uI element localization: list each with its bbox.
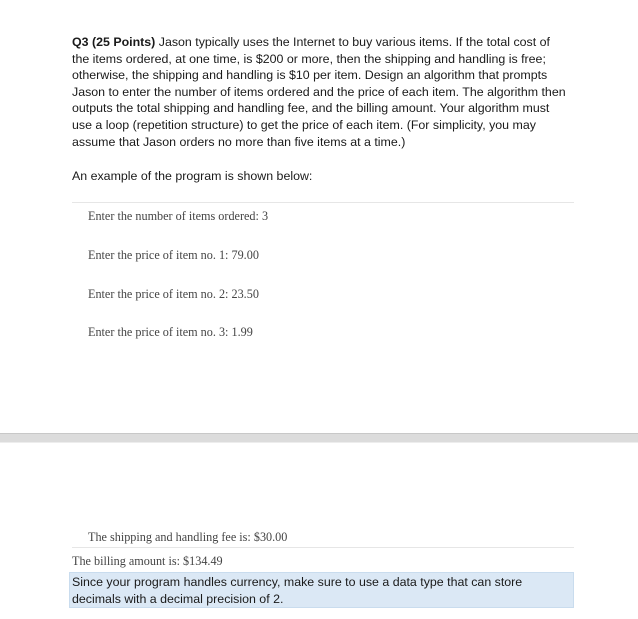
question-label: Q3 (25 Points): [72, 35, 156, 49]
output-separator-rule: [72, 547, 574, 548]
page-break-divider: [0, 433, 638, 443]
question-paragraph: [72, 34, 566, 150]
sample-line-items-count: Enter the number of items ordered: 3: [88, 209, 269, 223]
sample-output-rule: [72, 202, 574, 203]
currency-note: Since your program handles currency, make sure to use a data type that can store decimals with a decimal precision of 2.: [72, 575, 523, 606]
sample-line-price-2: Enter the price of item no. 2: 23.50: [88, 287, 259, 301]
question-text: Jason typically uses the Internet to buy various items. If the total cost of the items ordered, at one time, is $200 or more, then the shipping and handling is free; otherwise, the shipping and handling is $10 per item. Design an algorithm that prompts Jason to enter the number of items ordered and the price of each item. The algorithm then outputs the total shipping and handling fee, and the billing amount. Your algorithm must use a loop (repetition structure) to get the price of each item. (For simplicity, you may assume that Jason orders no more than five items at a time.): [72, 35, 566, 149]
example-intro: An example of the program is shown below:: [72, 169, 313, 183]
billing-amount-line: The billing amount is: $134.49: [72, 554, 223, 568]
shipping-fee-line: The shipping and handling fee is: $30.00: [88, 530, 288, 544]
sample-line-price-3: Enter the price of item no. 3: 1.99: [88, 325, 253, 339]
sample-line-price-1: Enter the price of item no. 1: 79.00: [88, 248, 259, 262]
